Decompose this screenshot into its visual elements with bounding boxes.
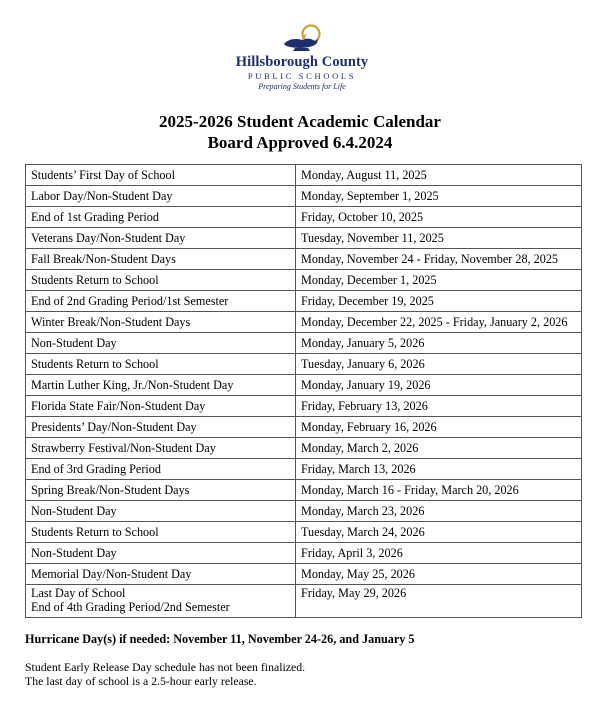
date-cell: Monday, August 11, 2025 <box>296 165 582 186</box>
date-cell: Monday, January 19, 2026 <box>296 375 582 396</box>
table-row <box>26 543 582 564</box>
date-cell: Friday, February 13, 2026 <box>296 396 582 417</box>
date-cell: Monday, March 16 - Friday, March 20, 2026 <box>296 480 582 501</box>
event-cell: Fall Break/Non-Student Days <box>26 249 296 270</box>
date-cell: Monday, November 24 - Friday, November 28, 2025 <box>296 249 582 270</box>
event-name-line2: End of 4th Grading Period/2nd Semester <box>31 600 230 614</box>
event-cell: Non-Student Day <box>26 543 296 564</box>
lamp-of-learning-icon <box>278 24 326 54</box>
event-cell: End of 3rd Grading Period <box>26 459 296 480</box>
date-cell: Friday, April 3, 2026 <box>296 543 582 564</box>
date-cell: Monday, February 16, 2026 <box>296 417 582 438</box>
table-row <box>26 270 582 291</box>
event-cell: Students Return to School <box>26 270 296 291</box>
date-cell: Monday, December 1, 2025 <box>296 270 582 291</box>
logo-subtitle: PUBLIC SCHOOLS <box>247 71 357 81</box>
table-row <box>26 501 582 522</box>
calendar-table-body <box>26 165 582 618</box>
table-row <box>26 438 582 459</box>
table-row <box>26 459 582 480</box>
event-cell <box>26 585 296 618</box>
logo-tagline: Preparing Students for Life <box>258 82 346 91</box>
event-name-line1: Last Day of School <box>31 586 126 600</box>
date-cell: Monday, January 5, 2026 <box>296 333 582 354</box>
table-row <box>26 522 582 543</box>
date-cell: Friday, March 13, 2026 <box>296 459 582 480</box>
table-row <box>26 186 582 207</box>
date-cell: Monday, September 1, 2025 <box>296 186 582 207</box>
table-row <box>26 333 582 354</box>
logo-name: Hillsborough County <box>235 54 369 70</box>
event-cell: End of 2nd Grading Period/1st Semester <box>26 291 296 312</box>
event-cell: Non-Student Day <box>26 333 296 354</box>
event-cell: Students Return to School <box>26 522 296 543</box>
table-row <box>26 165 582 186</box>
table-row <box>26 249 582 270</box>
last-day-early-release-note: The last day of school is a 2.5-hour early release. <box>25 674 257 688</box>
table-row <box>26 375 582 396</box>
date-cell: Tuesday, January 6, 2026 <box>296 354 582 375</box>
date-cell: Tuesday, November 11, 2025 <box>296 228 582 249</box>
calendar-title: 2025-2026 Student Academic Calendar <box>159 112 441 131</box>
table-row <box>26 417 582 438</box>
event-cell: Spring Break/Non-Student Days <box>26 480 296 501</box>
event-cell: Martin Luther King, Jr./Non-Student Day <box>26 375 296 396</box>
date-cell: Friday, October 10, 2025 <box>296 207 582 228</box>
table-row <box>26 480 582 501</box>
date-cell: Monday, December 22, 2025 - Friday, January 2, 2026 <box>296 312 582 333</box>
table-row <box>26 207 582 228</box>
date-cell: Tuesday, March 24, 2026 <box>296 522 582 543</box>
event-cell: Florida State Fair/Non-Student Day <box>26 396 296 417</box>
table-row <box>26 291 582 312</box>
event-cell: Non-Student Day <box>26 501 296 522</box>
event-cell: Labor Day/Non-Student Day <box>26 186 296 207</box>
event-cell: Students’ First Day of School <box>26 165 296 186</box>
date-cell: Monday, May 25, 2026 <box>296 564 582 585</box>
date-cell: Friday, December 19, 2025 <box>296 291 582 312</box>
early-release-note: Student Early Release Day schedule has not been finalized. <box>25 660 306 674</box>
event-cell: Veterans Day/Non-Student Day <box>26 228 296 249</box>
event-cell: Winter Break/Non-Student Days <box>26 312 296 333</box>
district-logo <box>222 24 382 90</box>
calendar-table <box>25 164 582 618</box>
event-cell: Presidents’ Day/Non-Student Day <box>26 417 296 438</box>
table-row <box>26 396 582 417</box>
event-cell: Memorial Day/Non-Student Day <box>26 564 296 585</box>
date-cell: Monday, March 23, 2026 <box>296 501 582 522</box>
event-cell: End of 1st Grading Period <box>26 207 296 228</box>
event-cell: Strawberry Festival/Non-Student Day <box>26 438 296 459</box>
table-row <box>26 564 582 585</box>
date-cell: Monday, March 2, 2026 <box>296 438 582 459</box>
hurricane-days-note: Hurricane Day(s) if needed: November 11, November 24-26, and January 5 <box>25 632 415 646</box>
table-row-last-day <box>26 585 582 618</box>
event-cell: Students Return to School <box>26 354 296 375</box>
table-row <box>26 354 582 375</box>
calendar-subtitle: Board Approved 6.4.2024 <box>207 133 393 152</box>
table-row <box>26 228 582 249</box>
table-row <box>26 312 582 333</box>
date-cell: Friday, May 29, 2026 <box>296 585 582 618</box>
